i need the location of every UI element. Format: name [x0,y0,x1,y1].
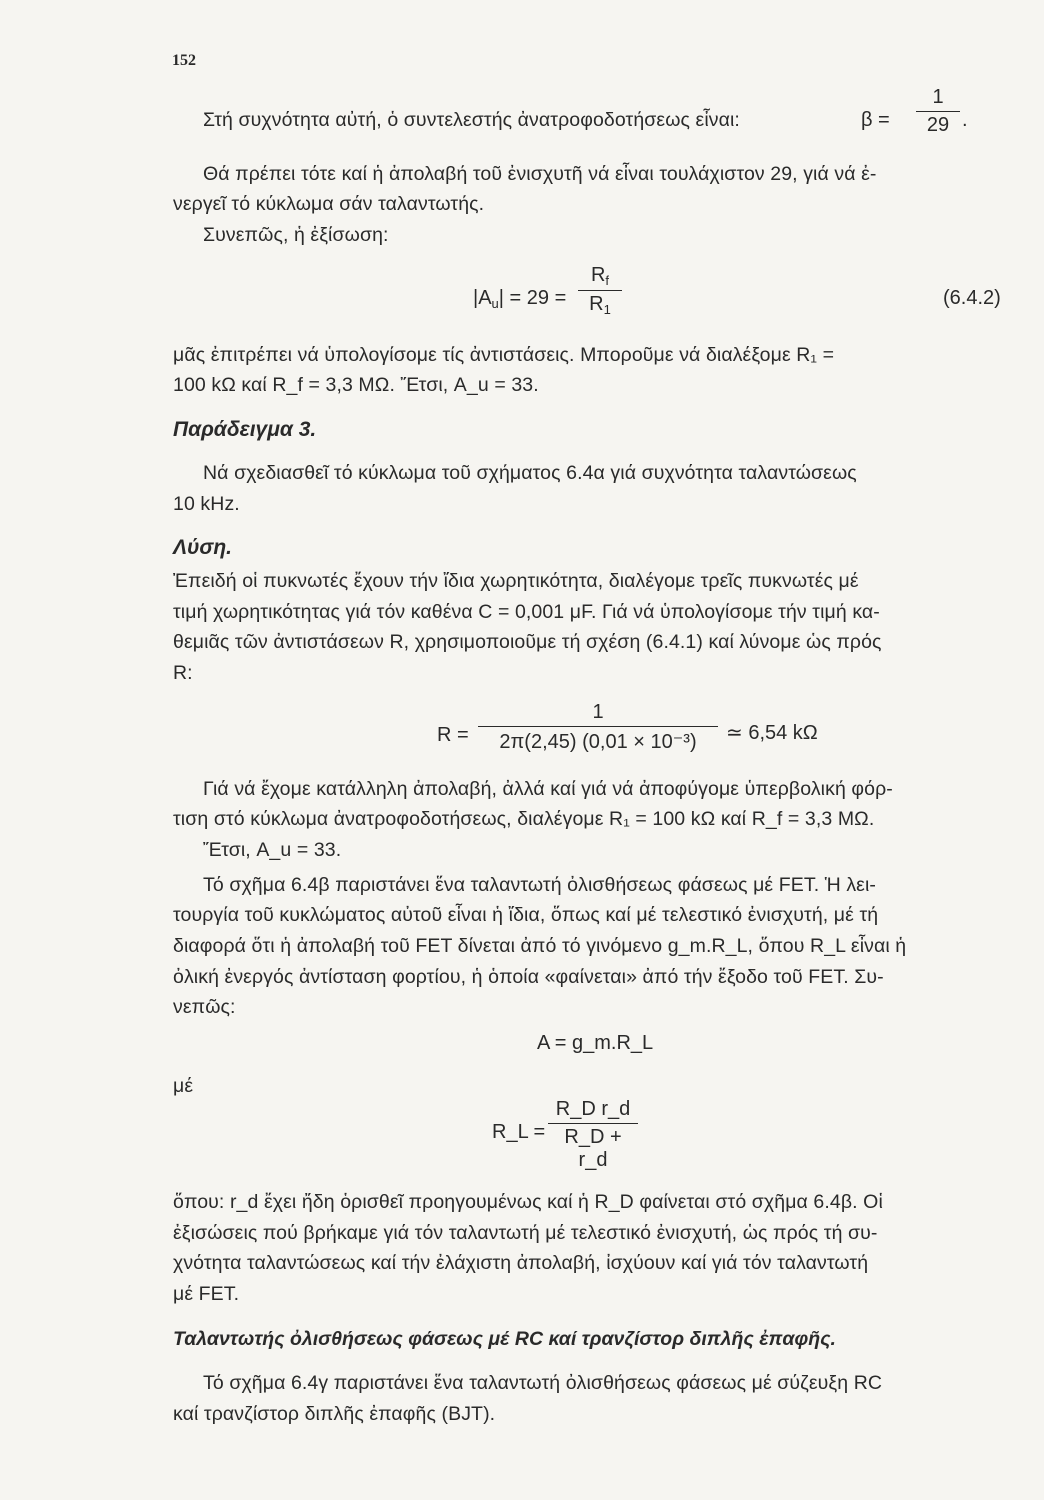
para4-line-3: διαφορά ὅτι ἡ ἀπολαβή τοῦ FET δίνεται ἀπό τό γινόμενο g_m.R_L, ὅπου R_L εἶναι ἡ [173,935,907,957]
para1-line-1: Θά πρέπει τότε καί ἡ ἀπολαβή τοῦ ἐνισχυτῆ νά εἶναι τουλάχιστον 29, γιά νά ἐ- [203,163,877,185]
eq-642-fraction: $R_f$ $R_1$ [578,264,622,317]
para5-line-4: μέ FET. [173,1283,240,1305]
page-number: 152 [172,52,196,69]
beta-denominator: 29 [926,114,950,136]
para1-line-3: Συνεπῶς, ἡ ἐξίσωση: [203,224,389,246]
eq-R-denominator: 2π(2,45) (0,01 × 10⁻³) [499,731,697,753]
para5-line-2: ἐξισώσεις πού βρήκαμε γιά τόν ταλαντωτή μέ τελεστικό ἐνισχυτή, ὡς πρός τή συ- [173,1222,878,1244]
para4-line-1: Τό σχῆμα 6.4β παριστάνει ἕνα ταλαντωτή ὀλισθήσεως φάσεως μέ FET. Ἡ λει- [203,874,877,896]
example-heading: Παράδειγμα 3. [173,418,317,441]
eq-RL-fraction [548,1098,638,1172]
para4-line-4: ὀλική ἐνεργός ἀντίσταση φορτίου, ἡ ὁποία «φαίνεται» ἀπό τήν ἔξοδο τοῦ FET. Συ- [173,966,884,988]
me-word: μέ [173,1075,194,1097]
para6-line-1: Τό σχῆμα 6.4γ παριστάνει ἕνα ταλαντωτή ὀλισθήσεως φάσεως μέ σύζευξη RC [203,1372,883,1394]
para2-line-2: 100 kΩ καί R_f = 3,3 MΩ. Ἔτσι, A_u = 33. [173,374,539,396]
beta-intro-text: Στή συχνότητα αὐτή, ὁ συντελεστής ἀνατροφοδοτήσεως εἶναι: [203,109,740,131]
solution-line-3: θεμιᾶς τῶν ἀντιστάσεων R, χρησιμοποιοῦμε τή σχέση (6.4.1) καί λύνομε ὡς πρός [173,631,882,653]
para3-line-2: τιση στό κύκλωμα ἀνατροφοδοτήσεως, διαλέγομε R₁ = 100 kΩ καί R_f = 3,3 MΩ. [173,808,875,830]
eq-642-label: (6.4.2) [943,287,1001,309]
eq-642-lhs: $|A_u| = 29$ = [473,287,567,311]
example-line-1: Νά σχεδιασθεῖ τό κύκλωμα τοῦ σχήματος 6.4α γιά συχνότητα ταλαντώσεως [203,462,857,484]
solution-line-2: τιμή χωρητικότητας γιά τόν καθένα C = 0,001 μF. Γιά νά ὑπολογίσομε τήν τιμή κα- [173,601,880,623]
eq-A: A = g_m.R_L [537,1032,654,1054]
solution-line-1: Ἐπειδή οἱ πυκνωτές ἔχουν τήν ἴδια χωρητικότητα, διαλέγομε τρεῖς πυκνωτές μέ [173,570,859,592]
solution-line-4: R: [173,662,193,684]
eq-RL-numerator: R_D r_d [555,1098,631,1120]
para4-line-2: τουργία τοῦ κυκλώματος αὐτοῦ εἶναι ἡ ἴδια, ὅπως καί μέ τελεστικό ἐνισχυτή, μέ τή [173,904,879,926]
para3-line-1: Γιά νά ἔχομε κατάλληλη ἀπολαβή, ἀλλά καί γιά νά ἀποφύγομε ὑπερβολική φόρ- [203,778,893,800]
beta-numerator: 1 [932,86,944,108]
section-heading: Ταλαντωτής ὀλισθήσεως φάσεως μέ RC καί τρανζίστορ διπλῆς ἐπαφῆς. [173,1328,836,1350]
eq-R-lhs: R = [437,724,469,746]
para6-line-2: καί τρανζίστορ διπλῆς ἐπαφῆς (BJT). [173,1403,496,1425]
beta-lhs: β = [861,109,890,131]
solution-heading: Λύση. [173,536,233,559]
beta-fraction [916,86,960,137]
eq-RL-lhs: R_L = [492,1121,546,1143]
eq-R-result: ≃ 6,54 kΩ [726,722,818,744]
eq-R-numerator: 1 [592,701,604,723]
para2-line-1: μᾶς ἐπιτρέπει νά ὑπολογίσομε τίς ἀντιστάσεις. Μποροῦμε νά διαλέξομε R₁ = [173,344,835,366]
eq-R-fraction [478,701,718,754]
para1-line-2: νεργεῖ τό κύκλωμα σάν ταλαντωτής. [173,193,485,215]
fraction-bar [916,111,960,112]
para5-line-1: ὅπου: r_d ἔχει ἤδη ὁρισθεῖ προηγουμένως καί ἡ R_D φαίνεται στό σχῆμα 6.4β. Οἱ [173,1191,883,1213]
para4-line-5: νεπῶς: [173,996,236,1018]
para3-line-3: Ἔτσι, A_u = 33. [203,839,342,861]
beta-period: . [962,109,968,131]
example-line-2: 10 kHz. [173,493,240,515]
eq-RL-denominator: R_D + r_d [564,1126,622,1171]
para5-line-3: χνότητα ταλαντώσεως καί τήν ἐλάχιστη ἀπολαβή, ἰσχύουν καί γιά τόν ταλαντωτή [173,1252,869,1274]
